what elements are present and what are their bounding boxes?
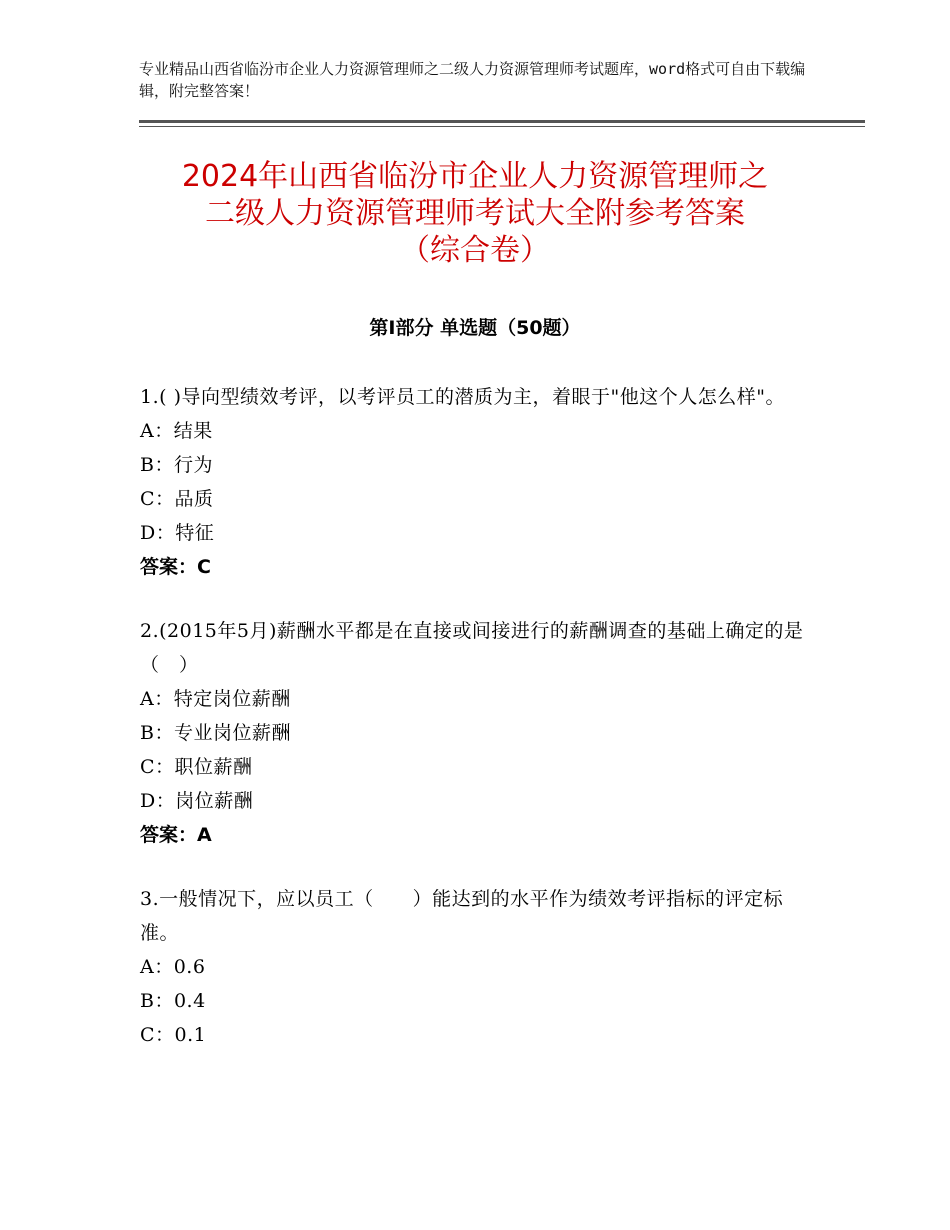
question-stem: 1.( )导向型绩效考评，以考评员工的潜质为主，着眼于"他这个人怎么样"。 [140,386,785,408]
option-d: D：特征 [140,522,215,544]
option-d: D：岗位薪酬 [140,790,254,812]
question-list [140,380,820,1082]
question-stem: 2.(2015年5月)薪酬水平都是在直接或间接进行的薪酬调查的基础上确定的是（ ） [140,620,804,676]
document-title [120,158,830,269]
header-note: 专业精品山西省临汾市企业人力资源管理师之二级人力资源管理师考试题库，word格式可自由下载编辑，附完整答案！ [139,60,806,100]
option-b: B：专业岗位薪酬 [140,722,291,744]
header-divider-thick [139,120,865,123]
document-title-line3: （综合卷） [400,233,550,268]
option-c: C：0.1 [140,1024,207,1046]
option-a: A：0.6 [140,956,206,978]
header-divider-thin [139,126,865,127]
option-b: B：行为 [140,454,213,476]
question-1 [140,380,820,584]
option-c: C：品质 [140,488,214,510]
option-a: A：结果 [140,420,213,442]
document-title-line1: 2024年山西省临汾市企业人力资源管理师之 [181,159,769,194]
option-a: A：特定岗位薪酬 [140,688,291,710]
question-3 [140,882,820,1052]
section-title: 第Ⅰ部分 单选题（50题） [369,317,581,339]
question-stem: 3.一般情况下，应以员工（ ）能达到的水平作为绩效考评指标的评定标准。 [140,888,784,944]
answer-line: 答案：C [140,556,211,578]
option-c: C：职位薪酬 [140,756,253,778]
question-2 [140,614,820,852]
document-title-line2: 二级人力资源管理师考试大全附参考答案 [205,196,745,231]
answer-line: 答案：A [140,824,212,846]
option-b: B：0.4 [140,990,206,1012]
